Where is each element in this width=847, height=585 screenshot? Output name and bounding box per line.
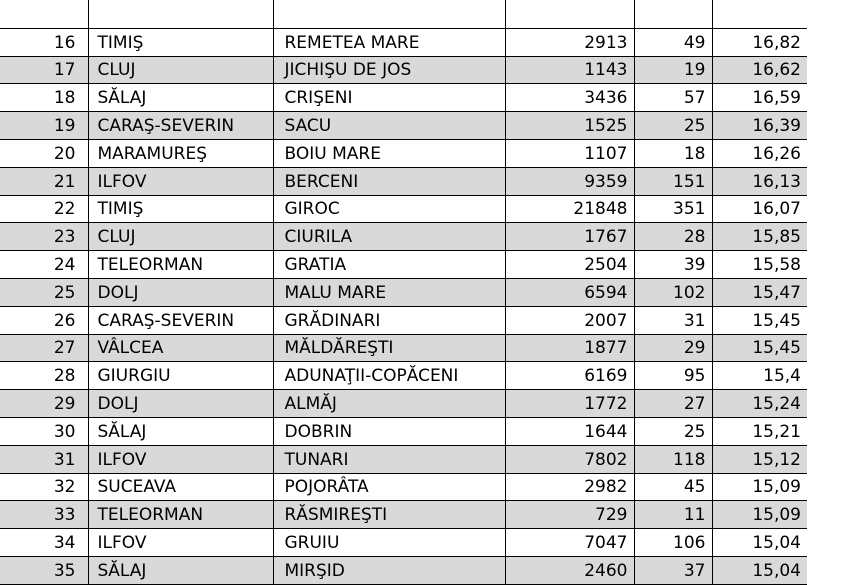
row-number-cell[interactable]: 30: [0, 417, 88, 445]
count-cell[interactable]: 45: [634, 473, 712, 501]
count-cell[interactable]: 25: [634, 417, 712, 445]
table-row: [0, 473, 807, 501]
population-cell[interactable]: 1143: [505, 56, 634, 84]
row-number-cell[interactable]: 35: [0, 556, 88, 584]
count-cell[interactable]: 151: [634, 167, 712, 195]
table-row: [0, 56, 807, 84]
count-cell[interactable]: 29: [634, 334, 712, 362]
population-cell[interactable]: 1525: [505, 112, 634, 140]
rate-cell[interactable]: 16,39: [712, 112, 807, 140]
rate-cell[interactable]: 15,09: [712, 473, 807, 501]
table-row: [0, 223, 807, 251]
count-cell[interactable]: 95: [634, 362, 712, 390]
locality-cell[interactable]: REMETEA MARE: [273, 28, 505, 56]
rate-cell[interactable]: 15,12: [712, 445, 807, 473]
table-row: [0, 167, 807, 195]
count-cell[interactable]: 118: [634, 445, 712, 473]
rate-cell[interactable]: 16,59: [712, 84, 807, 112]
table-row: [0, 362, 807, 390]
locality-cell[interactable]: GRĂDINARI: [273, 306, 505, 334]
rate-cell[interactable]: 15,45: [712, 306, 807, 334]
row-number-cell[interactable]: 19: [0, 112, 88, 140]
population-cell[interactable]: 1107: [505, 139, 634, 167]
rate-cell[interactable]: 15,04: [712, 556, 807, 584]
rate-cell[interactable]: 15,45: [712, 334, 807, 362]
locality-cell[interactable]: SACU: [273, 112, 505, 140]
county-cell[interactable]: TELEORMAN: [88, 251, 273, 279]
rate-cell[interactable]: 15,09: [712, 501, 807, 529]
rate-cell[interactable]: 15,85: [712, 223, 807, 251]
county-cell[interactable]: TELEORMAN: [88, 501, 273, 529]
count-cell[interactable]: 18: [634, 139, 712, 167]
row-number-cell[interactable]: 21: [0, 167, 88, 195]
county-cell[interactable]: SĂLAJ: [88, 417, 273, 445]
row-number-cell[interactable]: 24: [0, 251, 88, 279]
row-number-cell[interactable]: 28: [0, 362, 88, 390]
table-row: [0, 195, 807, 223]
population-cell[interactable]: 729: [505, 501, 634, 529]
population-cell[interactable]: 3436: [505, 84, 634, 112]
population-cell[interactable]: 1772: [505, 390, 634, 418]
locality-cell[interactable]: CIURILA: [273, 223, 505, 251]
row-number-cell[interactable]: 22: [0, 195, 88, 223]
locality-cell[interactable]: GRATIA: [273, 251, 505, 279]
county-cell[interactable]: VÂLCEA: [88, 334, 273, 362]
rate-cell[interactable]: 16,26: [712, 139, 807, 167]
row-number-cell[interactable]: 33: [0, 501, 88, 529]
row-number-cell[interactable]: 17: [0, 56, 88, 84]
rate-cell[interactable]: 16,82: [712, 28, 807, 56]
population-cell[interactable]: 7802: [505, 445, 634, 473]
population-cell[interactable]: 21848: [505, 195, 634, 223]
rate-cell[interactable]: 15,4: [712, 362, 807, 390]
locality-cell[interactable]: GRUIU: [273, 529, 505, 557]
count-cell[interactable]: 49: [634, 28, 712, 56]
locality-cell[interactable]: MIRŞID: [273, 556, 505, 584]
locality-cell[interactable]: BOIU MARE: [273, 139, 505, 167]
table-row: [0, 278, 807, 306]
population-cell[interactable]: 6169: [505, 362, 634, 390]
count-cell[interactable]: 27: [634, 390, 712, 418]
locality-cell[interactable]: MALU MARE: [273, 278, 505, 306]
locality-cell[interactable]: RĂSMIREŞTI: [273, 501, 505, 529]
county-cell[interactable]: ILFOV: [88, 445, 273, 473]
table-row: [0, 139, 807, 167]
county-cell[interactable]: TIMIŞ: [88, 28, 273, 56]
county-cell[interactable]: GIURGIU: [88, 362, 273, 390]
rate-cell[interactable]: 16,62: [712, 56, 807, 84]
table-row: [0, 417, 807, 445]
row-number-cell[interactable]: 32: [0, 473, 88, 501]
rate-cell[interactable]: 15,47: [712, 278, 807, 306]
population-cell[interactable]: 6594: [505, 278, 634, 306]
county-cell[interactable]: SĂLAJ: [88, 556, 273, 584]
table-row: [0, 112, 807, 140]
county-cell[interactable]: DOLJ: [88, 278, 273, 306]
locality-cell[interactable]: GIROC: [273, 195, 505, 223]
county-cell[interactable]: ILFOV: [88, 167, 273, 195]
count-cell[interactable]: 102: [634, 278, 712, 306]
population-cell[interactable]: 1644: [505, 417, 634, 445]
count-cell[interactable]: 351: [634, 195, 712, 223]
count-cell[interactable]: 106: [634, 529, 712, 557]
table-row: [0, 390, 807, 418]
locality-cell[interactable]: ALMĂJ: [273, 390, 505, 418]
table-row: [0, 529, 807, 557]
population-cell[interactable]: 1767: [505, 223, 634, 251]
count-cell[interactable]: 39: [634, 251, 712, 279]
row-number-cell[interactable]: 26: [0, 306, 88, 334]
county-cell[interactable]: DOLJ: [88, 390, 273, 418]
table-row: [0, 501, 807, 529]
county-cell[interactable]: MARAMUREŞ: [88, 139, 273, 167]
row-number-cell[interactable]: 20: [0, 139, 88, 167]
count-cell[interactable]: 19: [634, 56, 712, 84]
row-number-cell[interactable]: 34: [0, 529, 88, 557]
table-row: [0, 84, 807, 112]
row-number-cell[interactable]: 16: [0, 28, 88, 56]
row-number-cell[interactable]: 25: [0, 278, 88, 306]
county-cell[interactable]: SUCEAVA: [88, 473, 273, 501]
rate-cell[interactable]: 16,13: [712, 167, 807, 195]
population-cell[interactable]: 2460: [505, 556, 634, 584]
population-cell[interactable]: 2982: [505, 473, 634, 501]
population-cell[interactable]: 2504: [505, 251, 634, 279]
table-row: [0, 334, 807, 362]
rate-cell[interactable]: 15,21: [712, 417, 807, 445]
county-cell[interactable]: CARAŞ-SEVERIN: [88, 306, 273, 334]
row-number-cell[interactable]: 23: [0, 223, 88, 251]
row-number-cell[interactable]: 29: [0, 390, 88, 418]
rate-cell[interactable]: 15,04: [712, 529, 807, 557]
population-cell[interactable]: 1877: [505, 334, 634, 362]
rate-cell[interactable]: 15,58: [712, 251, 807, 279]
rate-cell[interactable]: 16,07: [712, 195, 807, 223]
county-cell[interactable]: CARAŞ-SEVERIN: [88, 112, 273, 140]
population-cell[interactable]: 2007: [505, 306, 634, 334]
count-cell[interactable]: 37: [634, 556, 712, 584]
rate-cell[interactable]: 15,24: [712, 390, 807, 418]
row-number-cell[interactable]: 18: [0, 84, 88, 112]
county-cell[interactable]: CLUJ: [88, 223, 273, 251]
locality-cell[interactable]: ADUNAŢII-COPĂCENI: [273, 362, 505, 390]
population-cell[interactable]: 9359: [505, 167, 634, 195]
row-number-cell[interactable]: 31: [0, 445, 88, 473]
population-cell[interactable]: 7047: [505, 529, 634, 557]
county-cell[interactable]: TIMIŞ: [88, 195, 273, 223]
count-cell[interactable]: 28: [634, 223, 712, 251]
county-cell[interactable]: CLUJ: [88, 56, 273, 84]
locality-cell[interactable]: CRIŞENI: [273, 84, 505, 112]
population-cell[interactable]: 2913: [505, 28, 634, 56]
table-row-partial-header: [0, 0, 807, 28]
table-row: [0, 251, 807, 279]
count-cell[interactable]: 11: [634, 501, 712, 529]
locality-cell[interactable]: TUNARI: [273, 445, 505, 473]
table-row: [0, 445, 807, 473]
locality-cell[interactable]: JICHIŞU DE JOS: [273, 56, 505, 84]
county-cell[interactable]: ILFOV: [88, 529, 273, 557]
count-cell[interactable]: 57: [634, 84, 712, 112]
locality-cell[interactable]: MĂLDĂREŞTI: [273, 334, 505, 362]
locality-cell[interactable]: BERCENI: [273, 167, 505, 195]
locality-cell[interactable]: DOBRIN: [273, 417, 505, 445]
count-cell[interactable]: 25: [634, 112, 712, 140]
row-number-cell[interactable]: 27: [0, 334, 88, 362]
table-row: [0, 556, 807, 584]
county-cell[interactable]: SĂLAJ: [88, 84, 273, 112]
table-row: [0, 306, 807, 334]
table-body: [0, 28, 807, 584]
locality-cell[interactable]: POJORÂTA: [273, 473, 505, 501]
table-row: [0, 28, 807, 56]
count-cell[interactable]: 31: [634, 306, 712, 334]
